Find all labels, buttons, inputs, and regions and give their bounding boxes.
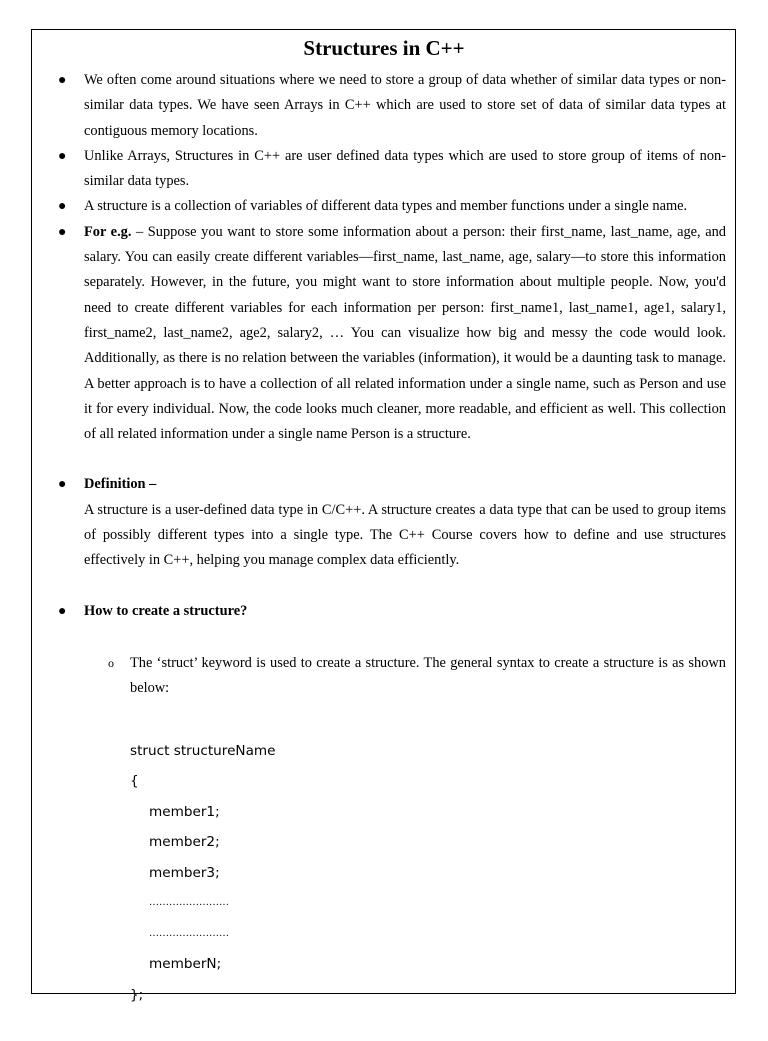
bullet-item-example (58, 220, 726, 448)
bullet-icon: ● (58, 224, 67, 240)
code-line: struct structureName (130, 742, 276, 759)
bullet-list (58, 68, 726, 624)
code-line: memberN; (149, 956, 222, 972)
code-line: …………………… (149, 927, 229, 939)
bullet-icon: ● (58, 73, 67, 88)
bullet-icon: ● (58, 477, 67, 493)
bullet-text: We often come around situations where we need to store a group of data whether of similar data types or non-similar data types. We have seen Arrays in C++ which are used to store set of data of similar data types at contiguous memory locations. (84, 72, 726, 139)
code-line: { (130, 773, 139, 789)
bullet-text: – Suppose you want to store some information about a person: their first_name, last_name, age, and salary. You can easily create different variables—first_name, last_name, age, salary—to store this information separately. However, in the future, you might want to store information about multiple people. Now, you'd need to create different variables for each information per person: first_name1, last_name1, age1, salary1, first_name2, last_name2, age2, salary2, … You can visualize how big and messy the code would look. Additionally, as there is no relation between the variables (information), it would be a daunting task to manage. A better approach is to have a collection of all related information under a single name, such as Person and use it for every individual. Now, the code looks much cleaner, more readable, and efficient as well. This collection of all related information under a single name Person is a structure. (84, 223, 726, 443)
bullet-text: A structure is a collection of variables of different data types and member functions under a single name. (84, 198, 688, 215)
how-to-heading: How to create a structure? (84, 602, 248, 619)
spacer (58, 574, 726, 599)
definition-text: A structure is a user-defined data type in C/C++. A structure creates a data type that can be used to group items of possibly different types into a single type. The C++ Course covers how to define and use structures effectively in C++, helping you manage complex data efficiently. (84, 501, 726, 569)
spacer (58, 447, 726, 472)
sub-item-struct-keyword (58, 651, 726, 702)
bullet-icon: ● (58, 199, 67, 215)
bullet-item-definition (58, 472, 726, 573)
sub-section (58, 651, 726, 702)
bullet-item-unlike-arrays (58, 144, 726, 195)
sub-item-text: The ‘struct’ keyword is used to create a structure. The general syntax to create a structure is as shown below: (130, 655, 726, 697)
bullet-item-how-to-create (58, 599, 726, 624)
bullet-text: Unlike Arrays, Structures in C++ are user defined data types which are used to store group of items of non-similar data types. (84, 147, 726, 190)
code-line: member1; (149, 803, 220, 820)
code-line: member2; (149, 834, 220, 850)
code-line: …………………… (149, 897, 229, 908)
bullet-item-collection (58, 194, 726, 219)
code-line: }; (130, 986, 144, 1003)
code-line: member3; (149, 864, 220, 881)
example-lead: For e.g. (84, 223, 132, 240)
definition-heading: Definition – (84, 476, 157, 493)
bullet-item-intro (58, 68, 726, 144)
circle-bullet-icon: o (108, 656, 114, 670)
bullet-icon: ● (58, 603, 67, 619)
code-block (84, 705, 276, 1041)
bullet-icon: ● (58, 148, 67, 164)
document-title: Structures in C++ (303, 36, 465, 60)
